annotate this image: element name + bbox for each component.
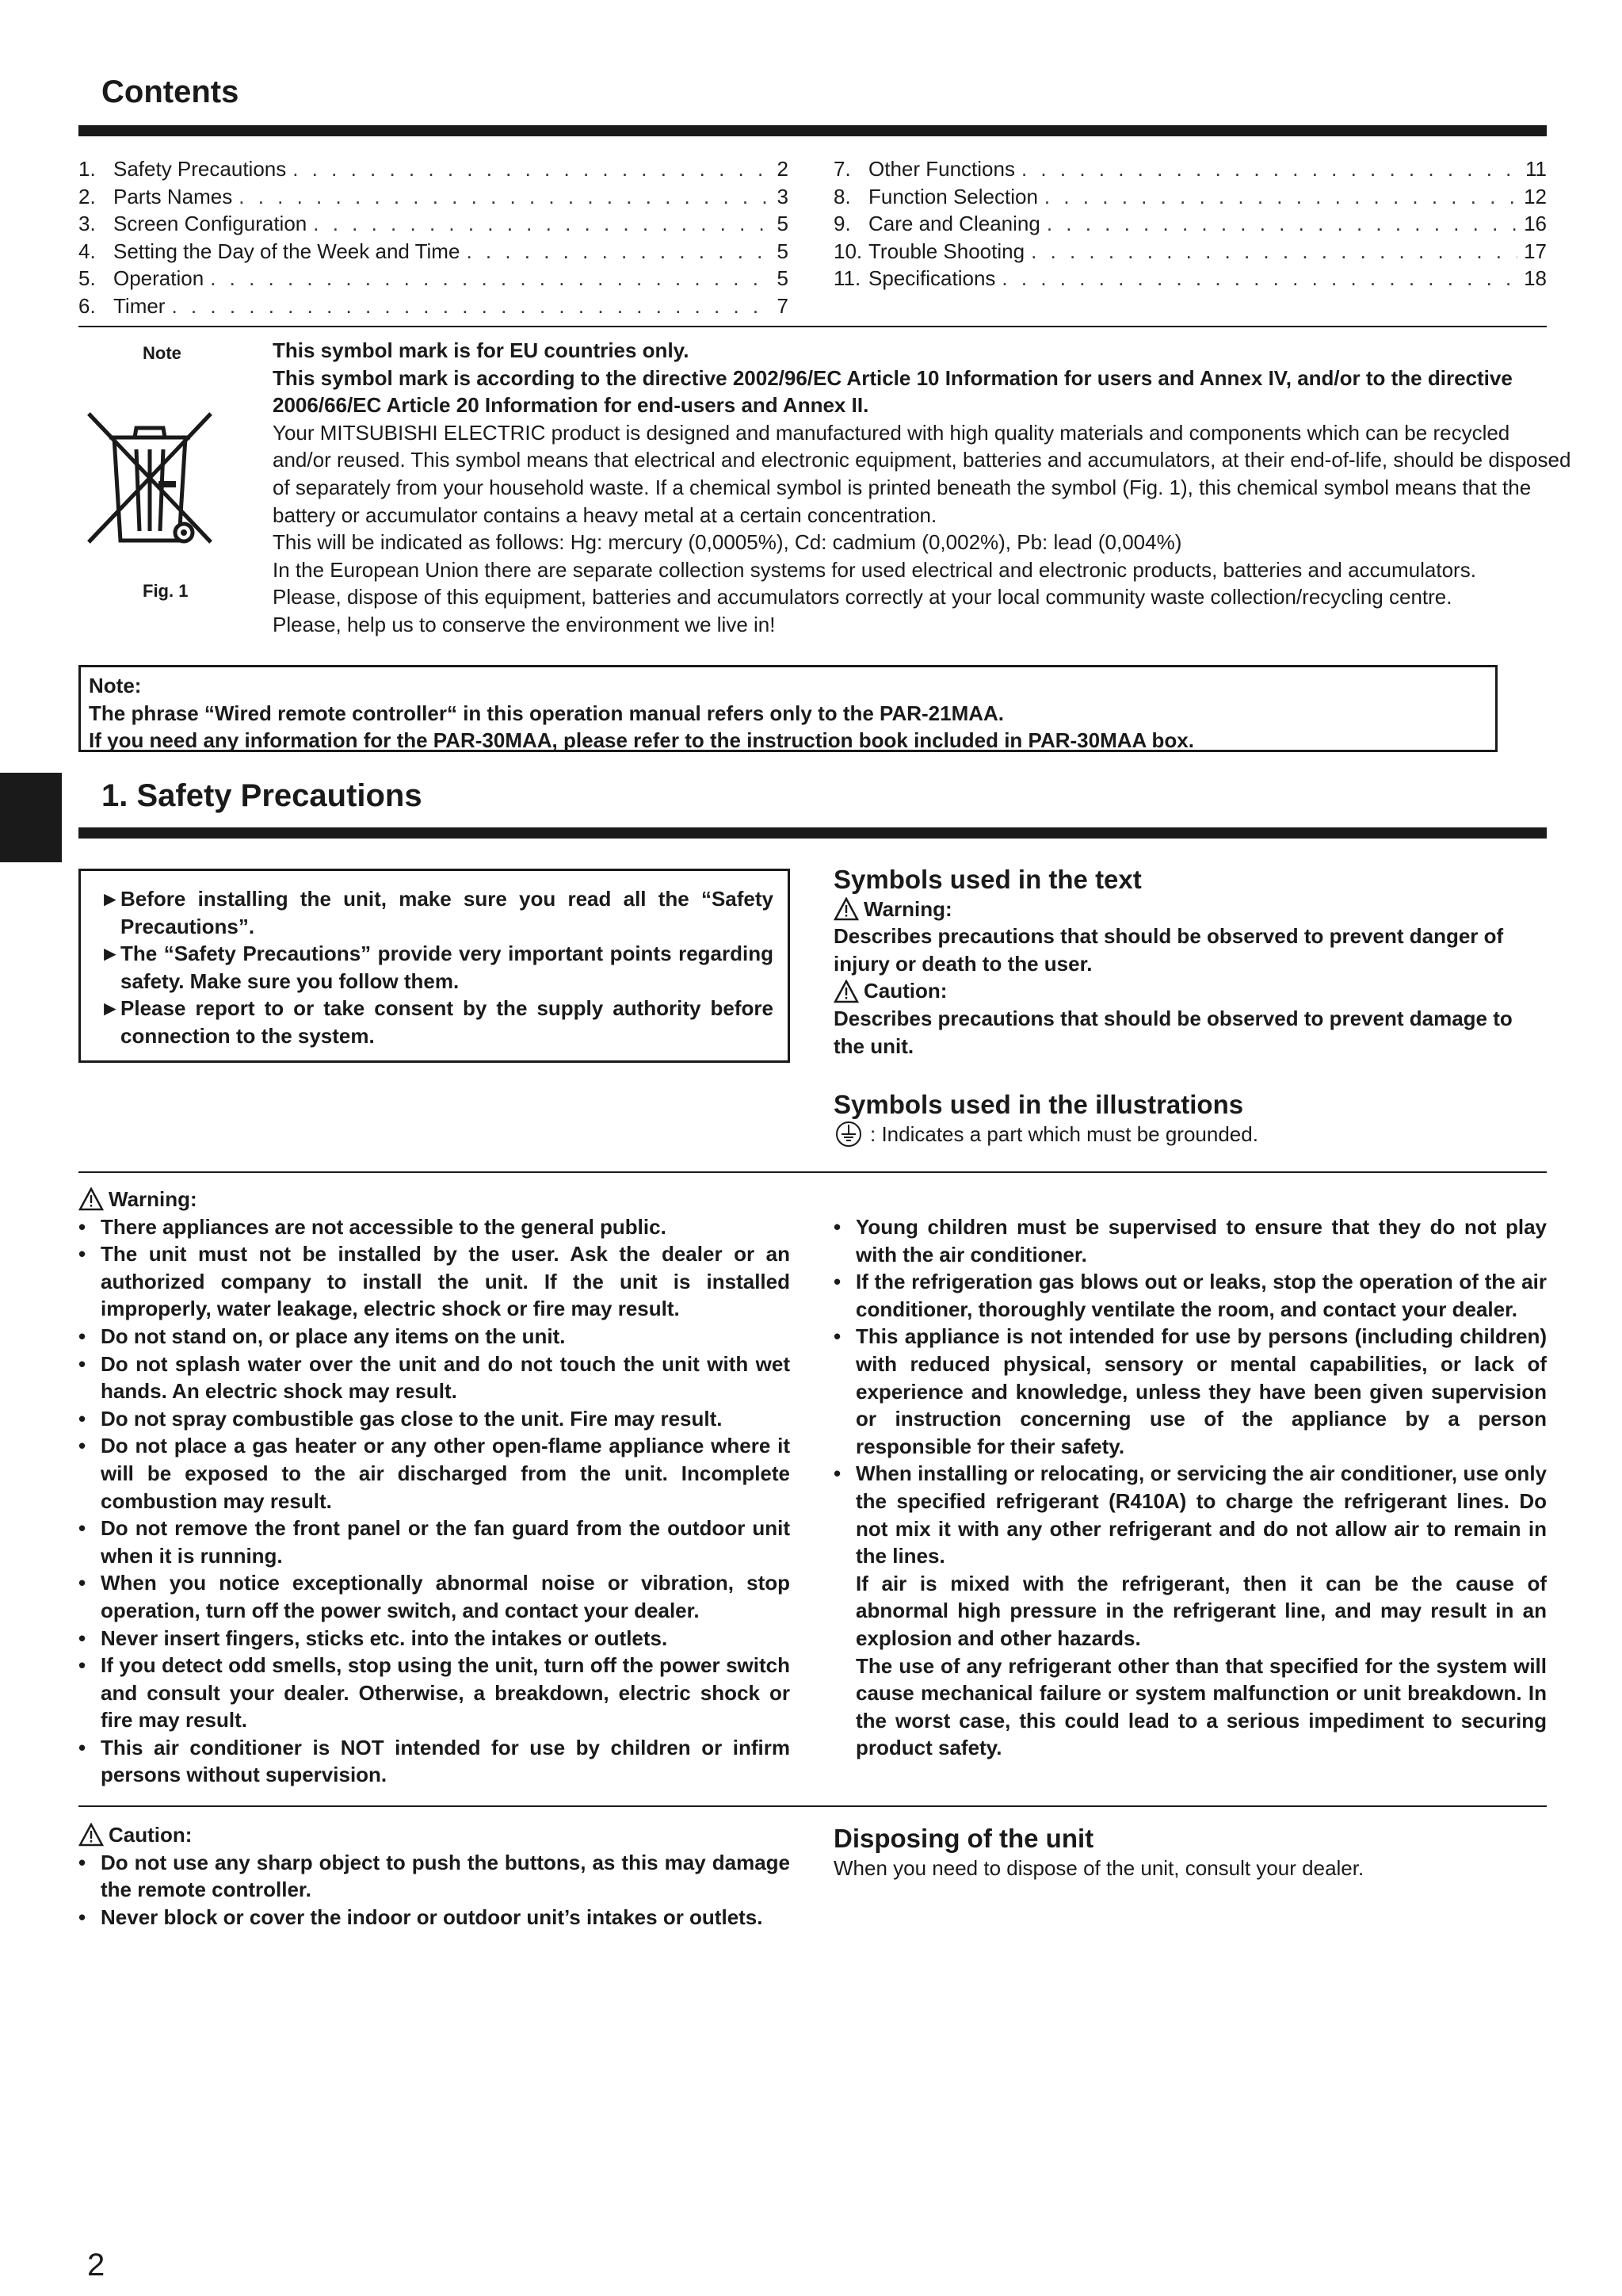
list-item: ► Please report to or take consent by the supply authority before connection to the system.	[100, 995, 773, 1049]
eu-notice-paragraph: Your MITSUBISHI ELECTRIC product is designed and manufactured with high quality materials and components which can be recycled and/or reused. This symbol means that electrical and electronic equipment, batteries and accumulators, at their end-of-life, should be disposed of separately from your household waste. If a chemical symbol is printed beneath the symbol (Fig. 1), this chemical symbol means that the battery or accumulator contains a heavy metal at a certain concentration.	[273, 420, 1571, 527]
warning-item: • Do not stand on, or place any items on the unit.	[78, 1324, 566, 1348]
toc-item[interactable]: 2. Parts Names . . . 3	[78, 183, 788, 211]
note-box-label: Note:	[89, 674, 142, 697]
warning-item: • If the refrigeration gas blows out or leaks, stop the operation of the air conditioner, thoroughly ventilate the room, and contact your dealer.	[834, 1270, 1547, 1321]
eu-notice-bold-1: This symbol mark is for EU countries only.	[273, 338, 689, 362]
toc-item[interactable]: 10. Trouble Shooting . . . 17	[834, 238, 1547, 266]
eu-notice-bold-2: This symbol mark is according to the directive 2002/96/EC Article 10 Information for users and Annex IV, and/or to the directive 2006/66/EC Article 20 Information for end-users and Annex II.	[273, 365, 1513, 418]
divider	[78, 326, 1547, 327]
refrigerant-item: When installing or relocating, or servicing the air conditioner, use only the specified refrigerant (R410A) to charge the refrigerant lines. Do not mix it with any other refrigerant and do not allow air to remain in the lines.	[856, 1461, 1547, 1568]
toc-item[interactable]: 8. Function Selection . . . 12	[834, 183, 1547, 211]
figure-caption: Fig. 1	[143, 581, 189, 601]
ground-icon	[834, 1121, 864, 1148]
toc-item[interactable]: 5. Operation . . . 5	[78, 265, 788, 292]
warning-item: • Never insert fingers, sticks etc. into the intakes or outlets.	[78, 1626, 668, 1650]
warning-item: • This appliance is not intended for use by persons (including children) with reduced physical, sensory or mental capabilities, or lack of experience and knowledge, unless they have been given supervision or instruction concerning use of the appliance by a person responsible for their safety.	[834, 1324, 1547, 1458]
caution-heading: Caution:	[78, 1821, 790, 1849]
toc-item[interactable]: 6. Timer . . . 7	[78, 292, 788, 320]
toc-item[interactable]: 3. Screen Configuration . . . 5	[78, 210, 788, 238]
refrigerant-paragraph: The use of any refrigerant other than that specified for the system will cause mechanical failure or system malfunction or unit breakdown. In the worst case, this could lead to a serious impediment to securing product safety.	[856, 1653, 1547, 1760]
warnings-right-column	[834, 1213, 1547, 1762]
eu-notice-text	[273, 337, 1572, 639]
disposing-title: Disposing of the unit	[834, 1824, 1094, 1853]
arrow-icon: ►	[100, 942, 120, 966]
eu-notice-paragraph: In the European Union there are separate collection systems for used electrical and electronic products, batteries and accumulators.	[273, 557, 1476, 582]
page-number: 2	[87, 2248, 105, 2283]
toc-item[interactable]: 9. Care and Cleaning . . . 16	[834, 210, 1547, 238]
symbols-text-section	[834, 864, 1547, 1060]
contents-rule	[78, 125, 1547, 136]
eu-notice-paragraph: Please, dispose of this equipment, batteries and accumulators correctly at your local community waste collection/recycling centre.	[273, 585, 1452, 609]
warning-item: • Do not splash water over the unit and do not touch the unit with wet hands. An electric shock may result.	[78, 1351, 790, 1404]
warning-triangle-icon	[834, 980, 859, 1003]
warning-item: • There appliances are not accessible to the general public.	[78, 1214, 666, 1239]
side-tab-marker	[0, 773, 62, 862]
section-rule	[78, 827, 1547, 839]
warning-description: Describes precautions that should be observed to prevent danger of injury or death to the user.	[834, 924, 1504, 976]
toc-left-column	[78, 155, 788, 320]
note-box-line: The phrase “Wired remote controller“ in this operation manual refers only to the PAR-21MAA.	[89, 701, 1005, 725]
eu-notice-paragraph: Please, help us to conserve the environment we live in!	[273, 612, 776, 636]
warning-triangle-icon	[834, 897, 859, 921]
toc-item[interactable]: 4. Setting the Day of the Week and Time . . . 5	[78, 238, 788, 266]
list-item: ► The “Safety Precautions” provide very important points regarding safety. Make sure you follow them.	[100, 940, 773, 995]
symbols-illustrations-title: Symbols used in the illustrations	[834, 1090, 1244, 1119]
caution-item: • Do not use any sharp object to push the buttons, as this may damage the remote controller.	[78, 1850, 790, 1902]
ground-description: : Indicates a part which must be grounded.	[870, 1121, 1258, 1146]
warning-item: • This air conditioner is NOT intended for use by children or infirm persons without supervision.	[78, 1735, 790, 1787]
warning-item: • If you detect odd smells, stop using the unit, turn off the power switch and consult your dealer. Otherwise, a breakdown, electric shock or fire may result.	[78, 1653, 790, 1733]
arrow-icon: ►	[100, 887, 120, 911]
warning-item: • The unit must not be installed by the user. Ask the dealer or an authorized company to install the unit. If the unit is installed improperly, water leakage, electric shock or fire may result.	[78, 1242, 790, 1321]
contents-title: Contents	[101, 74, 239, 109]
divider	[78, 1171, 1547, 1173]
warning-heading: Warning:	[78, 1186, 790, 1213]
warnings-left-column	[78, 1186, 790, 1789]
note-box	[78, 665, 1498, 752]
refrigerant-paragraph: If air is mixed with the refrigerant, then it can be the cause of abnormal high pressure in the refrigerant line, and may result in an explosion and other hazards.	[856, 1571, 1547, 1650]
warning-triangle-icon	[78, 1187, 104, 1211]
toc-item[interactable]: 1. Safety Precautions . . . 2	[78, 155, 788, 183]
symbols-text-title: Symbols used in the text	[834, 865, 1142, 894]
safety-intro-box	[78, 869, 790, 1063]
note-label: Note	[143, 343, 181, 363]
warning-item: • Do not remove the front panel or the fan guard from the outdoor unit when it is running.	[78, 1516, 790, 1568]
caution-label: Caution:	[834, 977, 1547, 1005]
list-item: ► Before installing the unit, make sure you read all the “Safety Precautions”.	[100, 885, 773, 940]
arrow-icon: ►	[100, 996, 120, 1021]
toc-right-column	[834, 155, 1547, 292]
section-title: 1. Safety Precautions	[101, 778, 422, 813]
note-box-line: If you need any information for the PAR-30MAA, please refer to the instruction book included in PAR-30MAA box.	[89, 728, 1194, 753]
toc-item[interactable]: 7. Other Functions . . . 11	[834, 155, 1547, 183]
divider	[78, 1805, 1547, 1807]
warning-item: • Young children must be supervised to ensure that they do not play with the air conditioner.	[834, 1215, 1547, 1266]
warning-item: • When you notice exceptionally abnormal noise or vibration, stop operation, turn off the power switch, and contact your dealer.	[78, 1571, 790, 1622]
cautions-section	[78, 1821, 790, 1931]
warning-item: • Do not place a gas heater or any other open-flame appliance where it will be exposed to the air discharged from the unit. Incomplete combustion may result.	[78, 1434, 790, 1513]
disposing-section	[834, 1823, 1547, 1881]
symbols-illustrations-section	[834, 1089, 1547, 1148]
crossed-out-bin-icon	[82, 406, 217, 556]
warning-triangle-icon	[78, 1823, 104, 1847]
ground-symbol-line	[834, 1121, 1547, 1148]
warning-item: • When installing or relocating, or servicing the air conditioner, use only the specified refrigerant (R410A) to charge the refrigerant lines. Do not mix it with any other refrigerant and do not allow air to remain in the lines. If air is mixed with the refrigerant, then it can be the cause of abnormal high pressure in the refrigerant line, and may result in an explosion and other hazards. The use of any refrigerant other than that specified for the system will cause mechanical failure or system malfunction or unit breakdown. In the worst case, this could lead to a serious impediment to securing product safety.	[834, 1460, 1547, 1762]
warning-label: Warning:	[834, 896, 1547, 923]
disposing-text: When you need to dispose of the unit, consult your dealer.	[834, 1855, 1364, 1880]
caution-item: • Never block or cover the indoor or outdoor unit’s intakes or outlets.	[78, 1904, 763, 1929]
toc-item[interactable]: 11. Specifications . . . 18	[834, 265, 1547, 292]
eu-notice-paragraph: This will be indicated as follows: Hg: mercury (0,0005%), Cd: cadmium (0,002%), Pb: lead (0,004%)	[273, 530, 1182, 555]
warning-item: • Do not spray combustible gas close to the unit. Fire may result.	[78, 1406, 723, 1431]
caution-description: Describes precautions that should be observed to prevent damage to the unit.	[834, 1006, 1513, 1058]
